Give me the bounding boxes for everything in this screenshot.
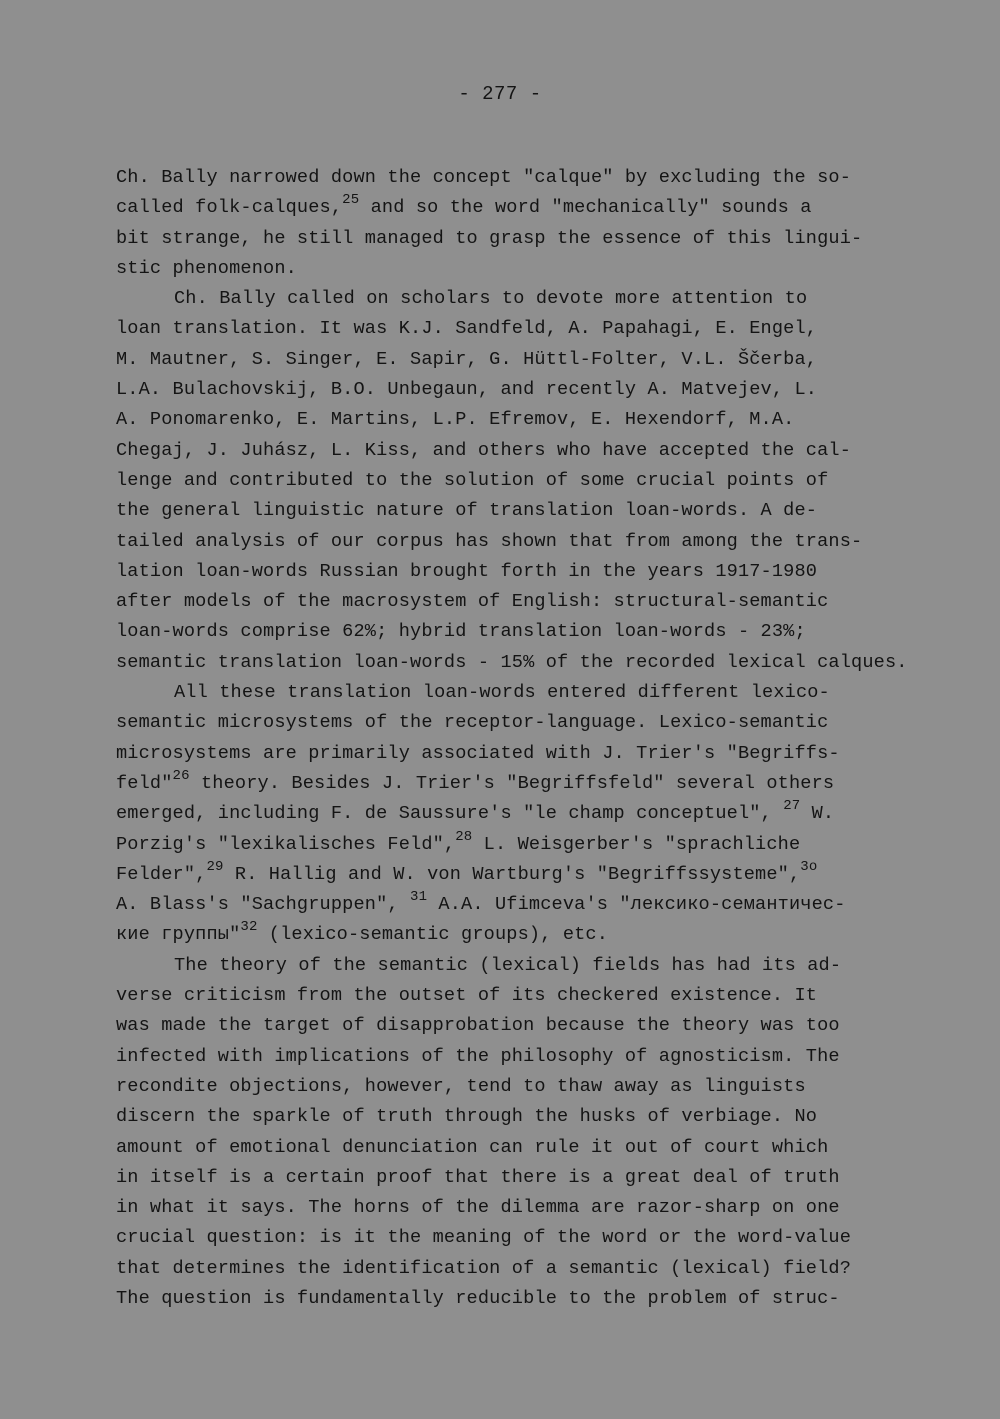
footnote-marker: 32 <box>240 919 258 936</box>
line-text: in what it says. The horns of the dilemma are razor-sharp on one <box>116 1197 840 1219</box>
line-text: and so the word "mechanically" sounds a <box>359 197 812 219</box>
text-line <box>116 557 916 587</box>
text-line <box>116 163 916 193</box>
line-text: A.A. Ufimceva's "лексико-семантичес- <box>427 894 846 916</box>
text-line <box>116 466 916 496</box>
line-text: microsystems are primarily associated with J. Trier's "Begriffs- <box>116 742 840 764</box>
line-text: (lexico-semantic groups), etc. <box>257 924 609 946</box>
text-line <box>116 830 916 860</box>
line-text: infected with implications of the philosophy of agnosticism. The <box>116 1045 840 1067</box>
footnote-marker: 28 <box>455 828 473 845</box>
line-text: that determines the identification of a semantic (lexical) field? <box>116 1257 852 1279</box>
line-text: W. <box>800 803 835 825</box>
line-text: Felder", <box>116 863 207 885</box>
line-text: All these translation loan-words entered different lexico- <box>174 682 830 704</box>
text-line <box>116 314 916 344</box>
text-line <box>116 678 916 708</box>
text-line <box>116 405 916 435</box>
footnote-marker: 31 <box>410 889 428 906</box>
line-text: bit strange, he still managed to grasp the essence of this lingui- <box>116 227 863 249</box>
line-text: verse criticism from the outset of its checkered existence. It <box>116 985 818 1007</box>
line-text: A. Ponomarenko, E. Martins, L.P. Efremov, E. Hexendorf, M.A. <box>116 409 795 431</box>
text-line <box>116 1163 916 1193</box>
text-line <box>116 799 916 829</box>
line-text: was made the target of disapprobation because the theory was too <box>116 1015 840 1037</box>
line-text: theory. Besides J. Trier's "Begriffsfeld" several others <box>189 772 835 794</box>
line-text: feld" <box>116 772 173 794</box>
text-line <box>116 648 916 678</box>
text-line <box>116 1254 916 1284</box>
line-text: amount of emotional denunciation can rule it out of court which <box>116 1136 829 1158</box>
line-text: semantic microsystems of the receptor-language. Lexico-semantic <box>116 712 829 734</box>
line-text: Chegaj, J. Juhász, L. Kiss, and others who have accepted the cal- <box>116 439 852 461</box>
body-text <box>116 163 916 1314</box>
text-line <box>116 496 916 526</box>
line-text: Porzig's "lexikalisches Feld", <box>116 833 456 855</box>
text-line <box>116 1042 916 1072</box>
text-line <box>116 708 916 738</box>
line-text: кие группы" <box>116 924 241 946</box>
text-line <box>116 284 916 314</box>
text-line <box>116 527 916 557</box>
text-line <box>116 890 916 920</box>
line-text: Ch. Bally narrowed down the concept "calque" by excluding the so- <box>116 167 852 188</box>
line-text: after models of the macrosystem of English: structural-semantic <box>116 591 829 613</box>
text-line <box>116 436 916 466</box>
text-line <box>116 617 916 647</box>
line-text: The question is fundamentally reducible to the problem of struc- <box>116 1287 840 1309</box>
line-text: A. Blass's "Sachgruppen", <box>116 894 411 916</box>
line-text: semantic translation loan-words - 15% of the recorded lexical calques. <box>116 651 908 673</box>
line-text: recondite objections, however, tend to thaw away as linguists <box>116 1075 806 1097</box>
text-line <box>116 375 916 405</box>
text-line <box>116 981 916 1011</box>
footnote-marker: 29 <box>206 858 224 875</box>
text-line <box>116 587 916 617</box>
line-text: lation loan-words Russian brought forth in the years 1917-1980 <box>116 560 818 582</box>
line-text: crucial question: is it the meaning of the word or the word-value <box>116 1227 852 1249</box>
text-line <box>116 1011 916 1041</box>
text-line <box>116 193 916 223</box>
line-text: tailed analysis of our corpus has shown that from among the trans- <box>116 530 863 552</box>
line-text: lenge and contributed to the solution of some crucial points of <box>116 469 829 491</box>
footnote-marker: 27 <box>783 798 801 815</box>
text-line <box>116 1133 916 1163</box>
line-text: M. Mautner, S. Singer, E. Sapir, G. Hüttl-Folter, V.L. Ščerba, <box>116 348 818 370</box>
line-text: the general linguistic nature of translation loan-words. A de- <box>116 500 818 522</box>
line-text: called folk-calques, <box>116 197 343 219</box>
text-line <box>116 860 916 890</box>
text-line <box>116 951 916 981</box>
text-line <box>116 1072 916 1102</box>
text-line <box>116 920 916 950</box>
line-text: L.A. Bulachovskij, B.O. Unbegaun, and recently A. Matvejev, L. <box>116 379 818 401</box>
page-number: - 277 - <box>458 83 542 105</box>
line-text: L. Weisgerber's "sprachliche <box>472 833 801 855</box>
line-text: loan-words comprise 62%; hybrid translation loan-words - 23%; <box>116 621 806 643</box>
line-text: R. Hallig and W. von Wartburg's "Begriffssysteme", <box>223 863 801 885</box>
line-text: Ch. Bally called on scholars to devote more attention to <box>174 288 808 310</box>
text-line <box>116 224 916 254</box>
line-text: discern the sparkle of truth through the husks of verbiage. No <box>116 1106 818 1128</box>
text-line <box>116 1223 916 1253</box>
text-line <box>116 1193 916 1223</box>
text-line <box>116 345 916 375</box>
line-text: The theory of the semantic (lexical) fields has had its ad- <box>174 954 842 976</box>
line-text: emerged, including F. de Saussure's "le champ conceptuel", <box>116 803 784 825</box>
footnote-marker: 25 <box>342 192 360 209</box>
text-line <box>116 254 916 284</box>
footnote-marker: 3o <box>800 858 818 875</box>
line-text: loan translation. It was K.J. Sandfeld, A. Papahagi, E. Engel, <box>116 318 818 340</box>
text-line <box>116 1102 916 1132</box>
footnote-marker: 26 <box>172 767 190 784</box>
text-line <box>116 739 916 769</box>
line-text: in itself is a certain proof that there is a great deal of truth <box>116 1166 840 1188</box>
line-text: stic phenomenon. <box>116 257 297 279</box>
text-line <box>116 1284 916 1314</box>
text-line <box>116 769 916 799</box>
